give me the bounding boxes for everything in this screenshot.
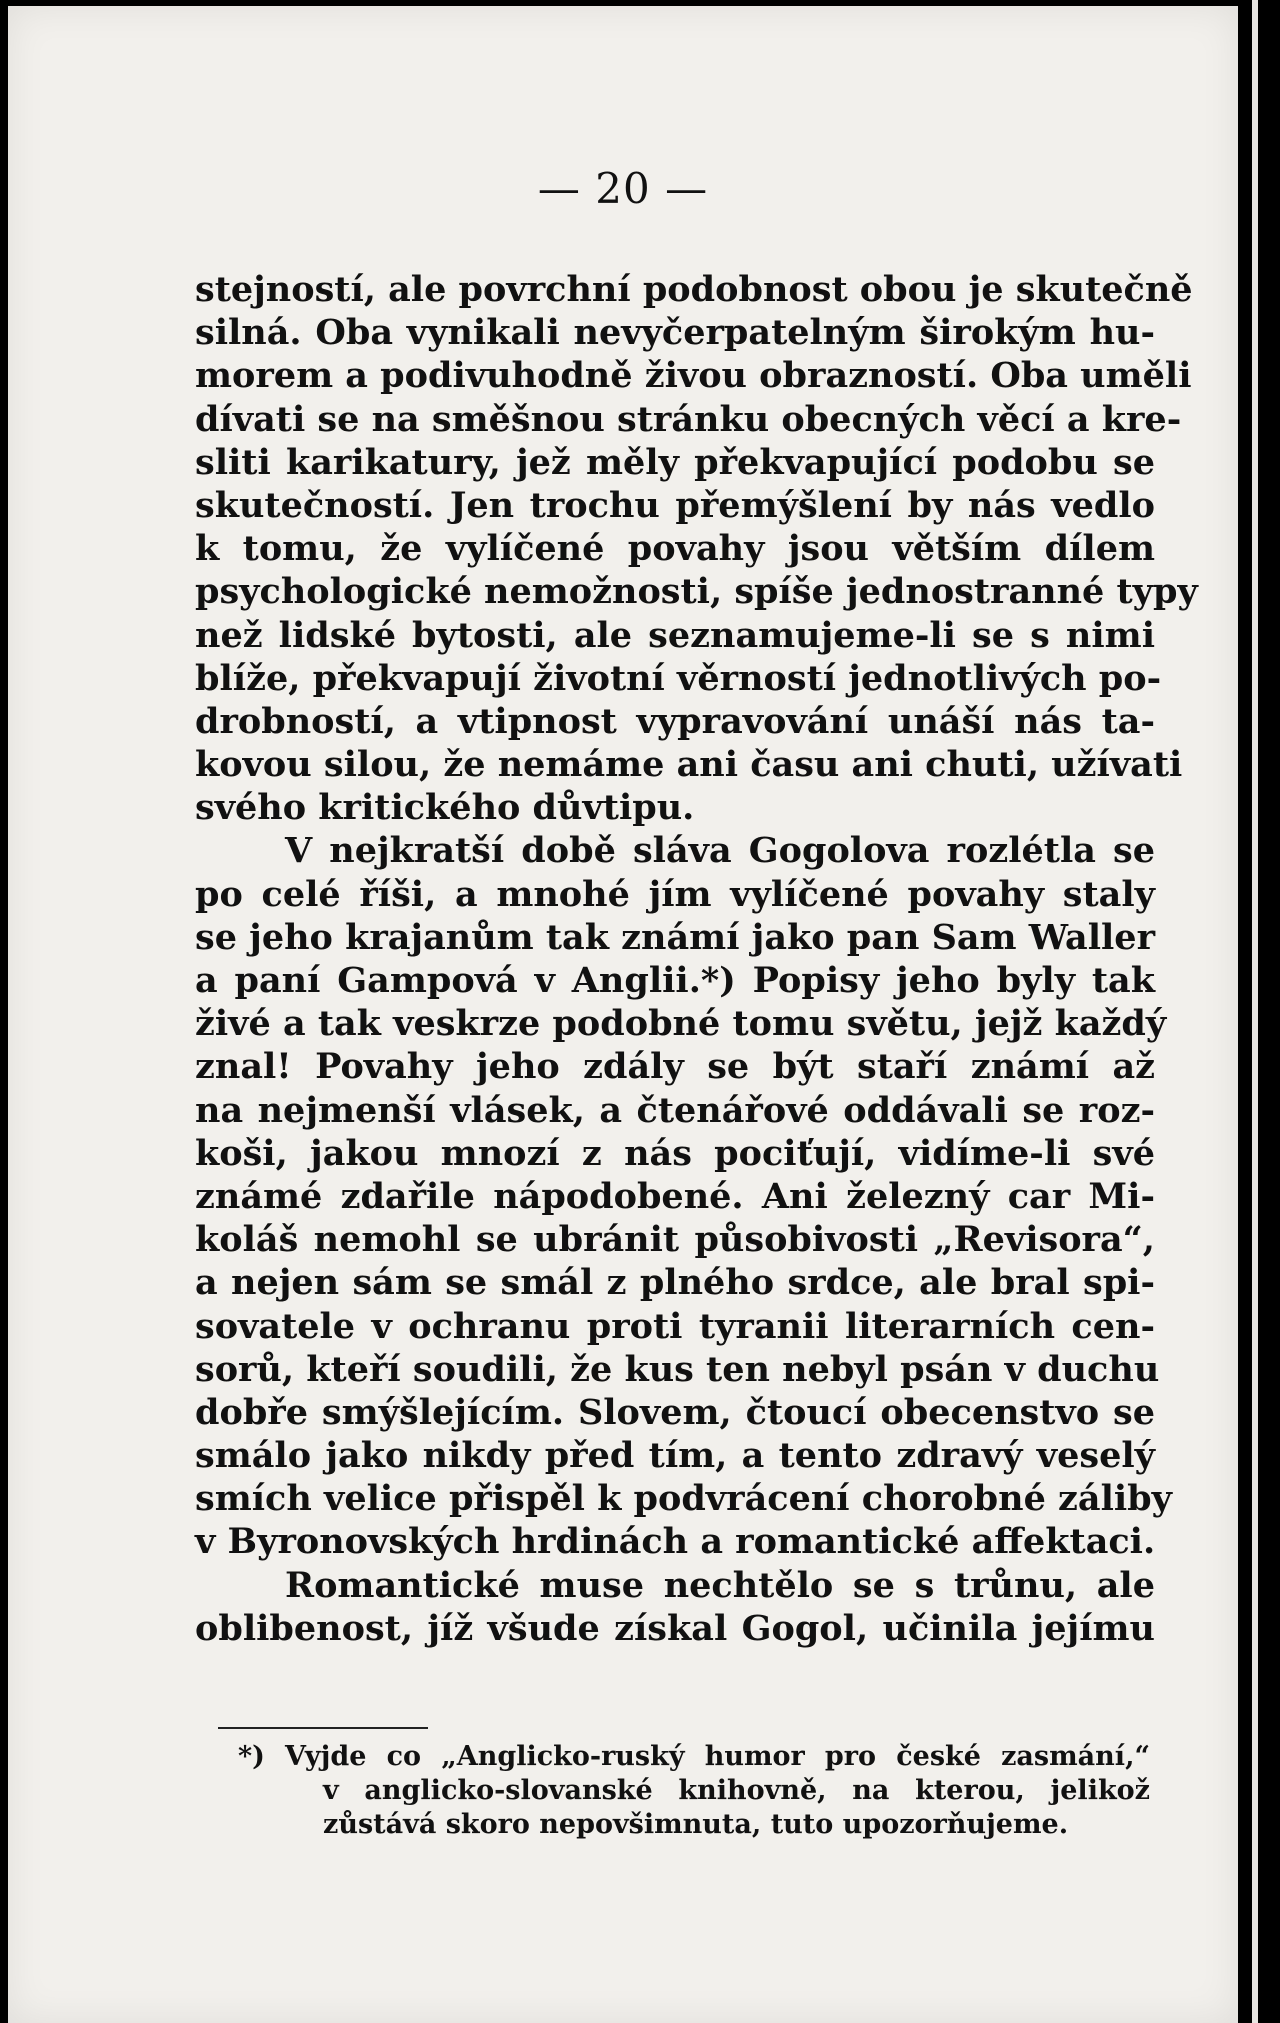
footnote-line: *) Vyjde co „Anglicko-ruský humor pro české zasmání,“ <box>238 1741 1150 1772</box>
text-line: na nejmenší vlásek, a čtenářové oddávali se roz- <box>195 1089 1155 1131</box>
text-line: znal! Povahy jeho zdály se být staří známí až <box>195 1046 1155 1088</box>
page-edge <box>1252 0 1258 2023</box>
text-line: drobností, a vtipnost vypravování unáší nás ta- <box>195 700 1155 742</box>
text-line: smích velice přispěl k podvrácení chorobné záliby <box>195 1478 1172 1520</box>
text-line: svého kritického důvtipu. <box>195 787 695 829</box>
text-line: k tomu, že vylíčené povahy jsou větším dílem <box>195 528 1155 570</box>
text-line: dobře smýšlejícím. Slovem, čtoucí obecenstvo se <box>195 1391 1155 1433</box>
text-line: a nejen sám se smál z plného srdce, ale bral spi- <box>195 1262 1155 1304</box>
paragraph-1 <box>195 268 1198 829</box>
text-line: Romantické muse nechtělo se s trůnu, ale <box>285 1564 1155 1606</box>
footnote-divider <box>218 1727 428 1729</box>
footnote-line: v anglicko-slovanské knihovně, na kterou, jelikož <box>323 1775 1150 1806</box>
text-line: než lidské bytosti, ale seznamujeme-li se s nimi <box>195 614 1155 656</box>
text-line: dívati se na směšnou stránku obecných věcí a kre- <box>195 398 1182 440</box>
text-line: koláš nemohl se ubránit působivosti „Revisora“, <box>195 1219 1155 1261</box>
paper-sheet <box>8 6 1238 2023</box>
text-line: silná. Oba vynikali nevyčerpatelným širokým hu- <box>195 312 1155 354</box>
text-line: koši, jakou mnozí z nás pociťují, vidíme-li své <box>195 1132 1155 1174</box>
text-line: smálo jako nikdy před tím, a tento zdravý veselý <box>195 1435 1155 1477</box>
text-line: blíže, překvapují životní věrností jednotlivých po- <box>195 657 1162 699</box>
text-line: V nejkratší době sláva Gogolova rozlétla se <box>285 830 1155 872</box>
text-line: živé a tak veskrze podobné tomu světu, jejž každý <box>195 1003 1167 1045</box>
text-line: po celé říši, a mnohé jím vylíčené povahy staly <box>195 873 1155 915</box>
page-number: — 20 — <box>537 164 709 213</box>
text-line: stejností, ale povrchní podobnost obou je skutečně <box>195 269 1193 310</box>
text-line: skutečností. Jen trochu přemýšlení by nás vedlo <box>195 484 1155 526</box>
text-line: v Byronovských hrdinách a romantické affektaci. <box>195 1521 1156 1563</box>
footnote-line: zůstává skoro nepovšimnuta, tuto upozorňujeme. <box>323 1809 1069 1840</box>
text-line: se jeho krajanům tak známí jako pan Sam Waller <box>195 916 1156 958</box>
paragraph-2 <box>195 829 1172 1563</box>
text-line: sorů, kteří soudili, že kus ten nebyl psán v duchu <box>195 1348 1160 1390</box>
footnote-text <box>238 1740 1150 1842</box>
text-line: oblibenost, jíž všude získal Gogol, učinila jejímu <box>195 1607 1155 1649</box>
text-line: známé zdařile nápodobené. Ani železný car Mi- <box>195 1175 1155 1217</box>
text-line: psychologické nemožnosti, spíše jednostranné typy <box>195 571 1198 613</box>
body-text <box>195 268 1198 1650</box>
text-line: sovatele v ochranu proti tyranii literarních cen- <box>195 1305 1155 1347</box>
text-line: kovou silou, že nemáme ani času ani chuti, užívati <box>195 744 1183 786</box>
text-line: morem a podivuhodně živou obrazností. Oba uměli <box>195 355 1192 397</box>
paragraph-3 <box>195 1564 1155 1650</box>
text-line: sliti karikatury, jež měly překvapující podobu se <box>195 441 1155 483</box>
text-line: a paní Gampová v Anglii.*) Popisy jeho byly tak <box>195 960 1155 1001</box>
